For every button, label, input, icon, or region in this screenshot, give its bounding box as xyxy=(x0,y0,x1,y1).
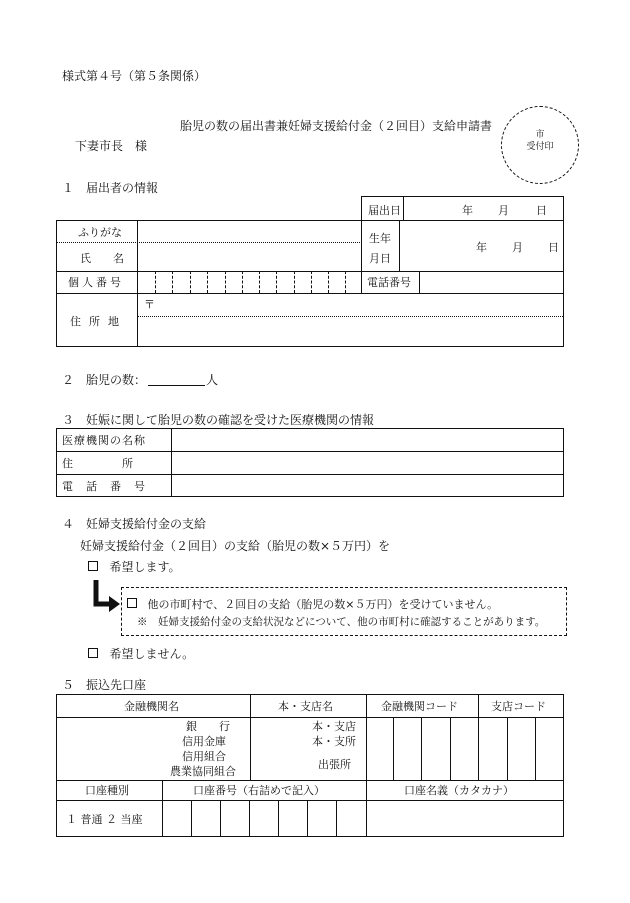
sub-option-label: 他の市町村で、２回目の支給（胎児の数×５万円）を受けていません。 xyxy=(147,598,499,611)
bank-type-4: 農業協同組合 xyxy=(170,765,236,778)
filing-month[interactable]: 月 xyxy=(498,204,509,217)
bank-type-1: 銀 行 xyxy=(186,720,230,733)
branch-type-3: 出張所 xyxy=(318,758,351,771)
medical-name-label: 医療機関の名称 xyxy=(62,434,146,447)
individual-number-label: 個人番号 xyxy=(68,276,124,289)
branch-code-header: 支店コード xyxy=(491,700,546,713)
option-no-label: 希望しません。 xyxy=(109,647,195,661)
medical-address-label: 住 所 xyxy=(62,457,134,470)
name-label: 氏 名 xyxy=(80,252,124,265)
payment-line: 妊婦支援給付金（２回目）の支給（胎児の数×５万円）を xyxy=(80,539,391,553)
form-number: 様式第４号（第５条関係） xyxy=(62,69,207,83)
option-no[interactable] xyxy=(88,648,194,660)
stamp-line-1: 市 xyxy=(535,130,545,140)
fetus-count-unit: 人 xyxy=(206,373,219,387)
furigana-label: ふりがな xyxy=(78,226,122,239)
branch-type-1: 本・支店 xyxy=(312,720,356,733)
filing-year[interactable]: 年 xyxy=(462,204,473,217)
birth-year[interactable]: 年 xyxy=(476,241,487,254)
bank-code-header: 金融機関コード xyxy=(381,700,458,713)
account-name-header: 口座名義（カタカナ） xyxy=(404,784,514,797)
phone-label: 電話番号 xyxy=(367,276,411,289)
sub-option-box xyxy=(121,587,567,636)
section5-heading: ５ 振込先口座 xyxy=(62,678,147,692)
address-label: 住所地 xyxy=(70,315,127,328)
account-type-header: 口座種別 xyxy=(85,784,129,797)
bank-name-header: 金融機関名 xyxy=(124,700,179,713)
section1-heading: １ 届出者の情報 xyxy=(62,181,159,195)
yes-checkbox[interactable] xyxy=(88,561,98,571)
stamp-line-2: 受付印 xyxy=(526,141,554,152)
birth-day[interactable]: 日 xyxy=(548,241,559,254)
account-type-value[interactable]: １ 普通 ２ 当座 xyxy=(66,813,143,826)
bank-type-2: 信用金庫 xyxy=(182,735,226,748)
branch-name-header: 本・支店名 xyxy=(278,700,333,713)
option-yes[interactable] xyxy=(88,561,181,573)
sub-option-note: ※ 妊婦支援給付金の支給状況などについて、他の市町村に確認することがあります。 xyxy=(137,616,546,628)
applicant-info-table xyxy=(56,220,564,347)
medical-phone-label: 電 話 番 号 xyxy=(62,480,146,493)
addressee: 下妻市長 様 xyxy=(75,139,148,153)
bank-type-3: 信用組合 xyxy=(182,750,226,763)
account-number-header: 口座番号（右詰めで記入） xyxy=(193,784,325,797)
filing-day[interactable]: 日 xyxy=(536,204,547,217)
branch-type-2: 本・支所 xyxy=(312,735,356,748)
option-yes-label: 希望します。 xyxy=(109,560,181,574)
sub-option-checkbox[interactable] xyxy=(127,598,137,608)
section4-heading: ４ 妊婦支援給付金の支給 xyxy=(62,517,207,531)
birth-label-1: 生年 xyxy=(369,232,391,245)
reception-stamp xyxy=(501,106,579,184)
fetus-count-label: ２ 胎児の数： xyxy=(62,373,147,387)
birth-label-2: 月日 xyxy=(369,252,391,265)
postal-mark: 〒 xyxy=(144,298,155,311)
sub-option[interactable] xyxy=(127,598,498,610)
filing-date-label: 届出日 xyxy=(368,204,401,217)
down-right-arrow-icon xyxy=(92,580,122,614)
fetus-count-input[interactable] xyxy=(148,385,205,386)
form-title: 胎児の数の届出書兼妊婦支援給付金（２回目）支給申請書 xyxy=(180,119,493,133)
no-checkbox[interactable] xyxy=(88,648,98,658)
birth-month[interactable]: 月 xyxy=(512,241,523,254)
section3-heading: ３ 妊娠に関して胎児の数の確認を受けた医療機関の情報 xyxy=(62,413,375,427)
